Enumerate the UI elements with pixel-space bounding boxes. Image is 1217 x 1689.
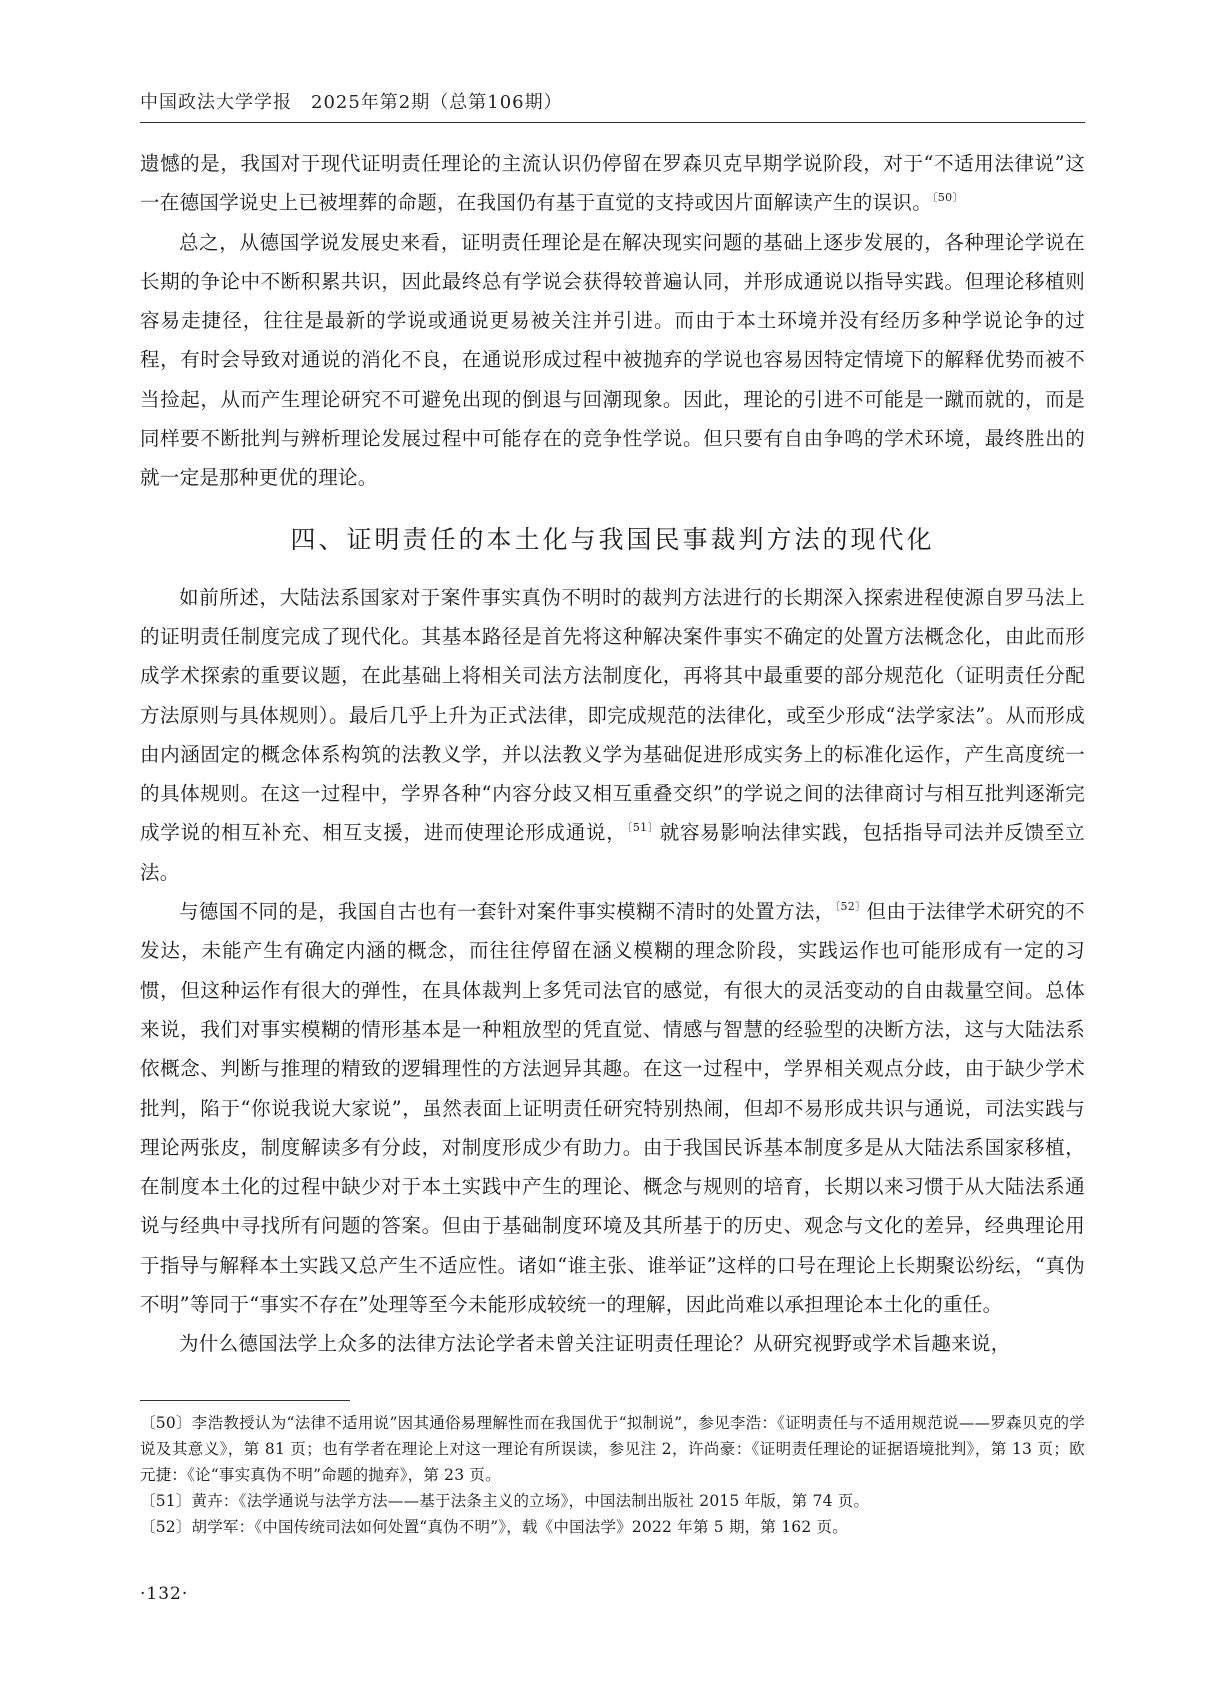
paragraph-3-text-a: 如前所述，大陆法系国家对于案件事实真伪不明时的裁判方法进行的长期深入探索进程使源自罗马法上的证明责任制度完成了现代化。其基本路径是首先将这种解决案件事实不确定的处置方法概念化，由此而形成学术探索的重要议题，在此基础上将相关司法方法制度化，再将其中最重要的部分规范化（证明责任分配方法原则与具体规则）。最后几乎上升为正式法律，即完成规范的法律化，或至少形成“法学家法”。从而形成由内涵固定的概念体系构筑的法教义学，并以法教义学为基础促进形成实务上的标准化运作，产生高度统一的具体规则。在这一过程中，学界各种“内容分歧又相互重叠交织”的学说之间的法律商讨与相互批判逐渐完成学说的相互补充、相互支援，进而使理论形成通说， [140,585,1085,845]
section-heading: 四、证明责任的本土化与我国民事裁判方法的现代化 [290,524,935,554]
paragraph-4 [140,892,1085,1324]
paragraph-1-text: 遗憾的是，我国对于现代证明责任理论的主流认识仍停留在罗森贝克早期学说阶段，对于“不适用法律说”这一在德国学说史上已被埋葬的命题，在我国仍有基于直觉的支持或因片面解读产生的误识。 [140,152,1085,215]
footnote-50: 〔50〕李浩教授认为“法律不适用说”因其通俗易理解性而在我国优于“拟制说”，参见李浩：《证明责任与不适用规范说——罗森贝克的学说及其意义》，第 81 页；也有学者在理论上对这一理论有所误读，参见注 2，许尚豪：《证明责任理论的证据语境批判》，第 13 页；欧元捷：《论“事实真伪不明”命题的抛弃》，第 23 页。 [140,1414,1085,1484]
article-body [140,144,1085,1364]
footnotes [140,1410,1085,1540]
footnote-ref-50[interactable]: 〔50〕 [932,191,964,205]
footnote-51: 〔51〕黄卉：《法学通说与法学方法——基于法条主义的立场》，中国法制出版社 2015 年版，第 74 页。 [140,1492,870,1510]
running-header [140,86,1085,123]
page-number: ·132· [140,1584,189,1604]
paragraph-3-text-b: 就容易影响法律实践，包括指导司法并反馈至立法。 [140,821,1085,884]
paragraph-2: 总之，从德国学说发展史来看，证明责任理论是在解决现实问题的基础上逐步发展的，各种理论学说在长期的争论中不断积累共识，因此最终总有学说会获得较普遍认同，并形成通说以指导实践。但理论移植则容易走捷径，往往是最新的学说或通说更易被关注并引进。而由于本土环境并没有经历多种学说论争的过程，有时会导致对通说的消化不良，在通说形成过程中被抛弃的学说也容易因特定情境下的解释优势而被不当捡起，从而产生理论研究不可避免出现的倒退与回潮现象。因此，理论的引进不可能是一蹴而就的，而是同样要不断批判与辨析理论发展过程中可能存在的竞争性学说。但只要有自由争鸣的学术环境，最终胜出的就一定是那种更优的理论。 [140,230,1085,490]
footnote-divider [140,1400,350,1401]
paragraph-4-text-a: 与德国不同的是，我国自古也有一套针对案件事实模糊不清时的处置方法， [179,900,835,924]
paragraph-1 [140,144,1085,223]
paragraph-4-text-b: 但由于法律学术研究的不发达，未能产生有确定内涵的概念，而往往停留在涵义模糊的理念阶段，实践运作也可能形成有一定的习惯，但这种运作有很大的弹性，在具体裁判上多凭司法官的感觉，有很大的灵活变动的自由裁量空间。总体来说，我们对事实模糊的情形基本是一种粗放型的凭直觉、情感与智慧的经验型的决断方法，这与大陆法系依概念、判断与推理的精致的逻辑理性的方法迥异其趣。在这一过程中，学界相关观点分歧，由于缺少学术批判，陷于“你说我说大家说”，虽然表面上证明责任研究特别热闹，但却不易形成共识与通说，司法实践与理论两张皮，制度解读多有分歧，对制度形成少有助力。由于我国民诉基本制度多是从大陆法系国家移植，在制度本土化的过程中缺少对于本土实践中产生的理论、概念与规则的培育，长期以来习惯于从大陆法系通说与经典中寻找所有问题的答案。但由于基础制度环境及其所基于的历史、观念与文化的差异，经典理论用于指导与解释本土实践又总产生不适应性。诸如“谁主张、谁举证”这样的口号在理论上长期聚讼纷纭，“真伪不明”等同于“事实不存在”处理等至今未能形成较统一的理解，因此尚难以承担理论本土化的重任。 [140,900,1085,1317]
paragraph-5: 为什么德国法学上众多的法律方法论学者未曾关注证明责任理论？从研究视野或学术旨趣来说， [179,1332,1011,1356]
journal-running-title: 中国政法大学学报 2025年第2期（总第106期） [140,92,563,113]
footnote-ref-51[interactable]: 〔51〕 [626,821,660,835]
footnote-52: 〔52〕胡学军：《中国传统司法如何处置“真伪不明”》，载《中国法学》2022 年第 5 期，第 162 页。 [140,1518,848,1536]
paragraph-3 [140,578,1085,892]
footnote-ref-52[interactable]: 〔52〕 [834,900,867,914]
